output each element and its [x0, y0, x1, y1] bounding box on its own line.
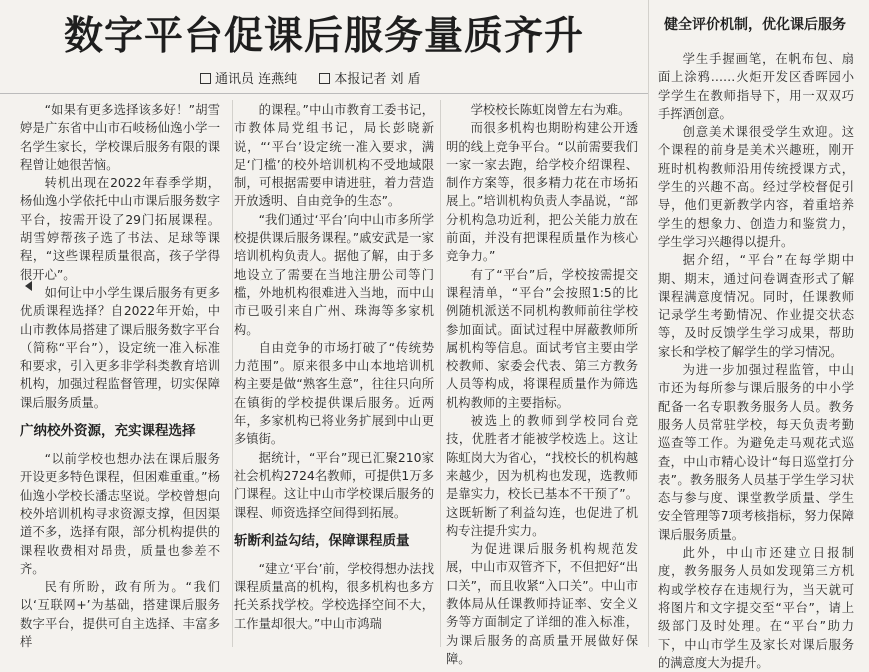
article-paragraph: 据统计，“平台”现已汇聚210家社会机构2724名教师，可提供1万多门课程。这让中山市学校课后服务的课程、师资选择空间得到拓展。	[234, 450, 434, 520]
column-4	[658, 50, 854, 670]
column-1	[20, 101, 220, 650]
column-3	[446, 101, 638, 666]
article-paragraph: “以前学校也想办法在课后服务开设更多特色课程，但困难重重。”杨仙逸小学校长潘志坚说。学校曾想向校外培训机构寻求资源支撑，但因渠道不多，选择有限，部分机构提供的课程收费相对昂贵，质量也参差不齐。	[20, 452, 220, 576]
article-paragraph: 为促进课后服务机构规范发展，中山市双管齐下，不但把好“出口关”，而且收紧“入口关”。中山市教体局从任课教师持证率、安全义务等方面制定了详细的准入标准，为课后服务的高质量开展做好保障。	[446, 542, 638, 666]
article-paragraph: 的课程。”中山市教育工委书记，市教体局党组书记，局长彭晓新说，“‘平台’设定统一准入要求，满足‘门槛’的校外培训机构不受地域限制，可根据需要申请进驻，着力营造开放透明、自由竞争的生态”。	[234, 103, 434, 209]
article-paragraph: “建立‘平台’前，学校得想办法找课程质量高的机构，很多机构也多方托关系找学校。学校选择空间不大，工作量却很大。”中山市鸿瑞	[234, 561, 434, 631]
article-paragraph: 据介绍，“平台”在每学期中期、期末，通过问卷调查形式了解课程满意度情况。同时，任课教师记录学生考勤情况、作业提交状态等，及时反馈学生学习成果，帮助家长和学校了解学生的学习情况。	[658, 253, 854, 359]
column-divider-1	[232, 100, 233, 647]
section-heading-evaluation: 健全评价机制，优化课后服务	[664, 17, 846, 33]
byline-correspondent: 通讯员 连燕纯	[215, 72, 298, 87]
byline	[200, 68, 421, 87]
article-paragraph: 学校校长陈虹岗曾左右为难。	[470, 103, 631, 117]
article-paragraph: 自由竞争的市场打破了“传统势力范围”。原来很多中山本地培训机构主要是做“熟客生意”，往往只向所在镇街的学校提供课后服务。近两年，多家机构已将业务扩展到中山更多镇街。	[234, 340, 434, 447]
section-heading: 斩断利益勾结，保障课程质量	[234, 532, 410, 549]
byline-box-2	[319, 73, 330, 84]
article-paragraph: 此外，中山市还建立日报制度，教务服务人员如发现第三方机构或学校存在违规行为，当天就可将图片和文字提交至“平台”，请上级部门及时处理。在“平台”助力下，中山市学生及家长对课后服务的满意度大为提升。	[658, 546, 854, 670]
article-paragraph: “如果有更多选择该多好！”胡雪婷是广东省中山市石岐杨仙逸小学一名学生家长，学校课后服务有限的课程曾让她很苦恼。	[20, 103, 220, 172]
article-paragraph: 学生手握画笔，在帆布包、扇面上涂鸦……火炬开发区香晖园小学学生在教师指导下，用一双双巧手挥洒创意。	[658, 52, 854, 121]
article-paragraph: 为进一步加强过程监管，中山市还为每所参与课后服务的中小学配备一名专职教务服务人员。教务服务人员常驻学校，每天负责考勤巡查等工作。为避免走马观花式巡查，中山市精心设计“每日巡堂打分表”。教务服务人员基于学生学习状态与参与度、课堂教学质量、学生安全管理等7项考核指标，努力保障课后服务质量。	[658, 363, 854, 542]
article-paragraph: 转机出现在2022年春季学期，杨仙逸小学依托中山市课后服务数字平台，按需开设了29门拓展课程。胡雪婷帮孩子选了书法、足球等课程，“这些课程质量很高，孩子学得很开心”。	[20, 176, 220, 282]
article-paragraph: 被选上的教师到学校同台竞技，优胜者才能被学校选上。这让陈虹岗大为省心，“找校长的机构越来越少，因为机构也发现，选教师是靠实力，校长已基本不干预了”。这既斩断了利益勾连，也促进了机构专注提升实力。	[446, 414, 638, 538]
article-paragraph: 有了“平台”后，学校按需提交课程清单，“平台”会按照1:5的比例随机派送不同机构教师前往学校参加面试。面试过程中屏蔽教师所属机构等信息。面试考官主要由学校教师、家委会代表、第三方教务人员等构成，将课程质量作为筛选机构教师的主要指标。	[446, 267, 638, 410]
headline: 数字平台促课后服务量质齐升	[63, 14, 584, 59]
section-heading: 广纳校外资源，充实课程选择	[20, 423, 196, 440]
article-paragraph: “我们通过‘平台’向中山市多所学校提供课后服务课程。”戚安武是一家培训机构负责人。据他了解，由于多地设立了需要在当地注册公司等门槛，外地机构很难进入当地，而中山市已吸引来自广州、珠海等多家机构。	[234, 212, 434, 337]
column-divider-2	[440, 100, 441, 647]
byline-reporter: 本报记者 刘 盾	[334, 72, 421, 87]
article-paragraph: 创意美术课很受学生欢迎。这个课程的前身是美术兴趣班，刚开班时机构教师沿用传统授课方式，学生的兴趣不高。经过学校督促引导，他们更新教学内容，着重培养学生的想象力、创造力和鉴赏力，学生学习兴趣得以提升。	[658, 125, 854, 249]
byline-box-1	[200, 73, 211, 84]
article-paragraph: 民有所盼，政有所为。“我们以‘互联网+’为基础，搭建课后服务数字平台，提供可自主选择、丰富多样	[20, 580, 220, 650]
headline-rule	[0, 93, 648, 94]
article-paragraph: 如何让中小学生课后服务有更多优质课程选择？自2022年开始，中山市教体局搭建了课后服务数字平台（简称“平台”），设定统一准入标准和要求，引入更多非学科类教育培训机构，加强过程监督管理，切实保障课后服务质量。	[20, 285, 220, 410]
column-divider-3	[648, 0, 649, 647]
column-2	[234, 101, 434, 647]
article-paragraph: 而很多机构也期盼构建公开透明的线上竞争平台。“以前需要我们一家一家去跑，给学校介绍课程、制作方案等，很多精力花在市场拓展上。”培训机构负责人李晶说，“部分机构急功近利，把公关能力放在前面，并没有把课程质量作为核心竞争力。”	[446, 121, 638, 264]
